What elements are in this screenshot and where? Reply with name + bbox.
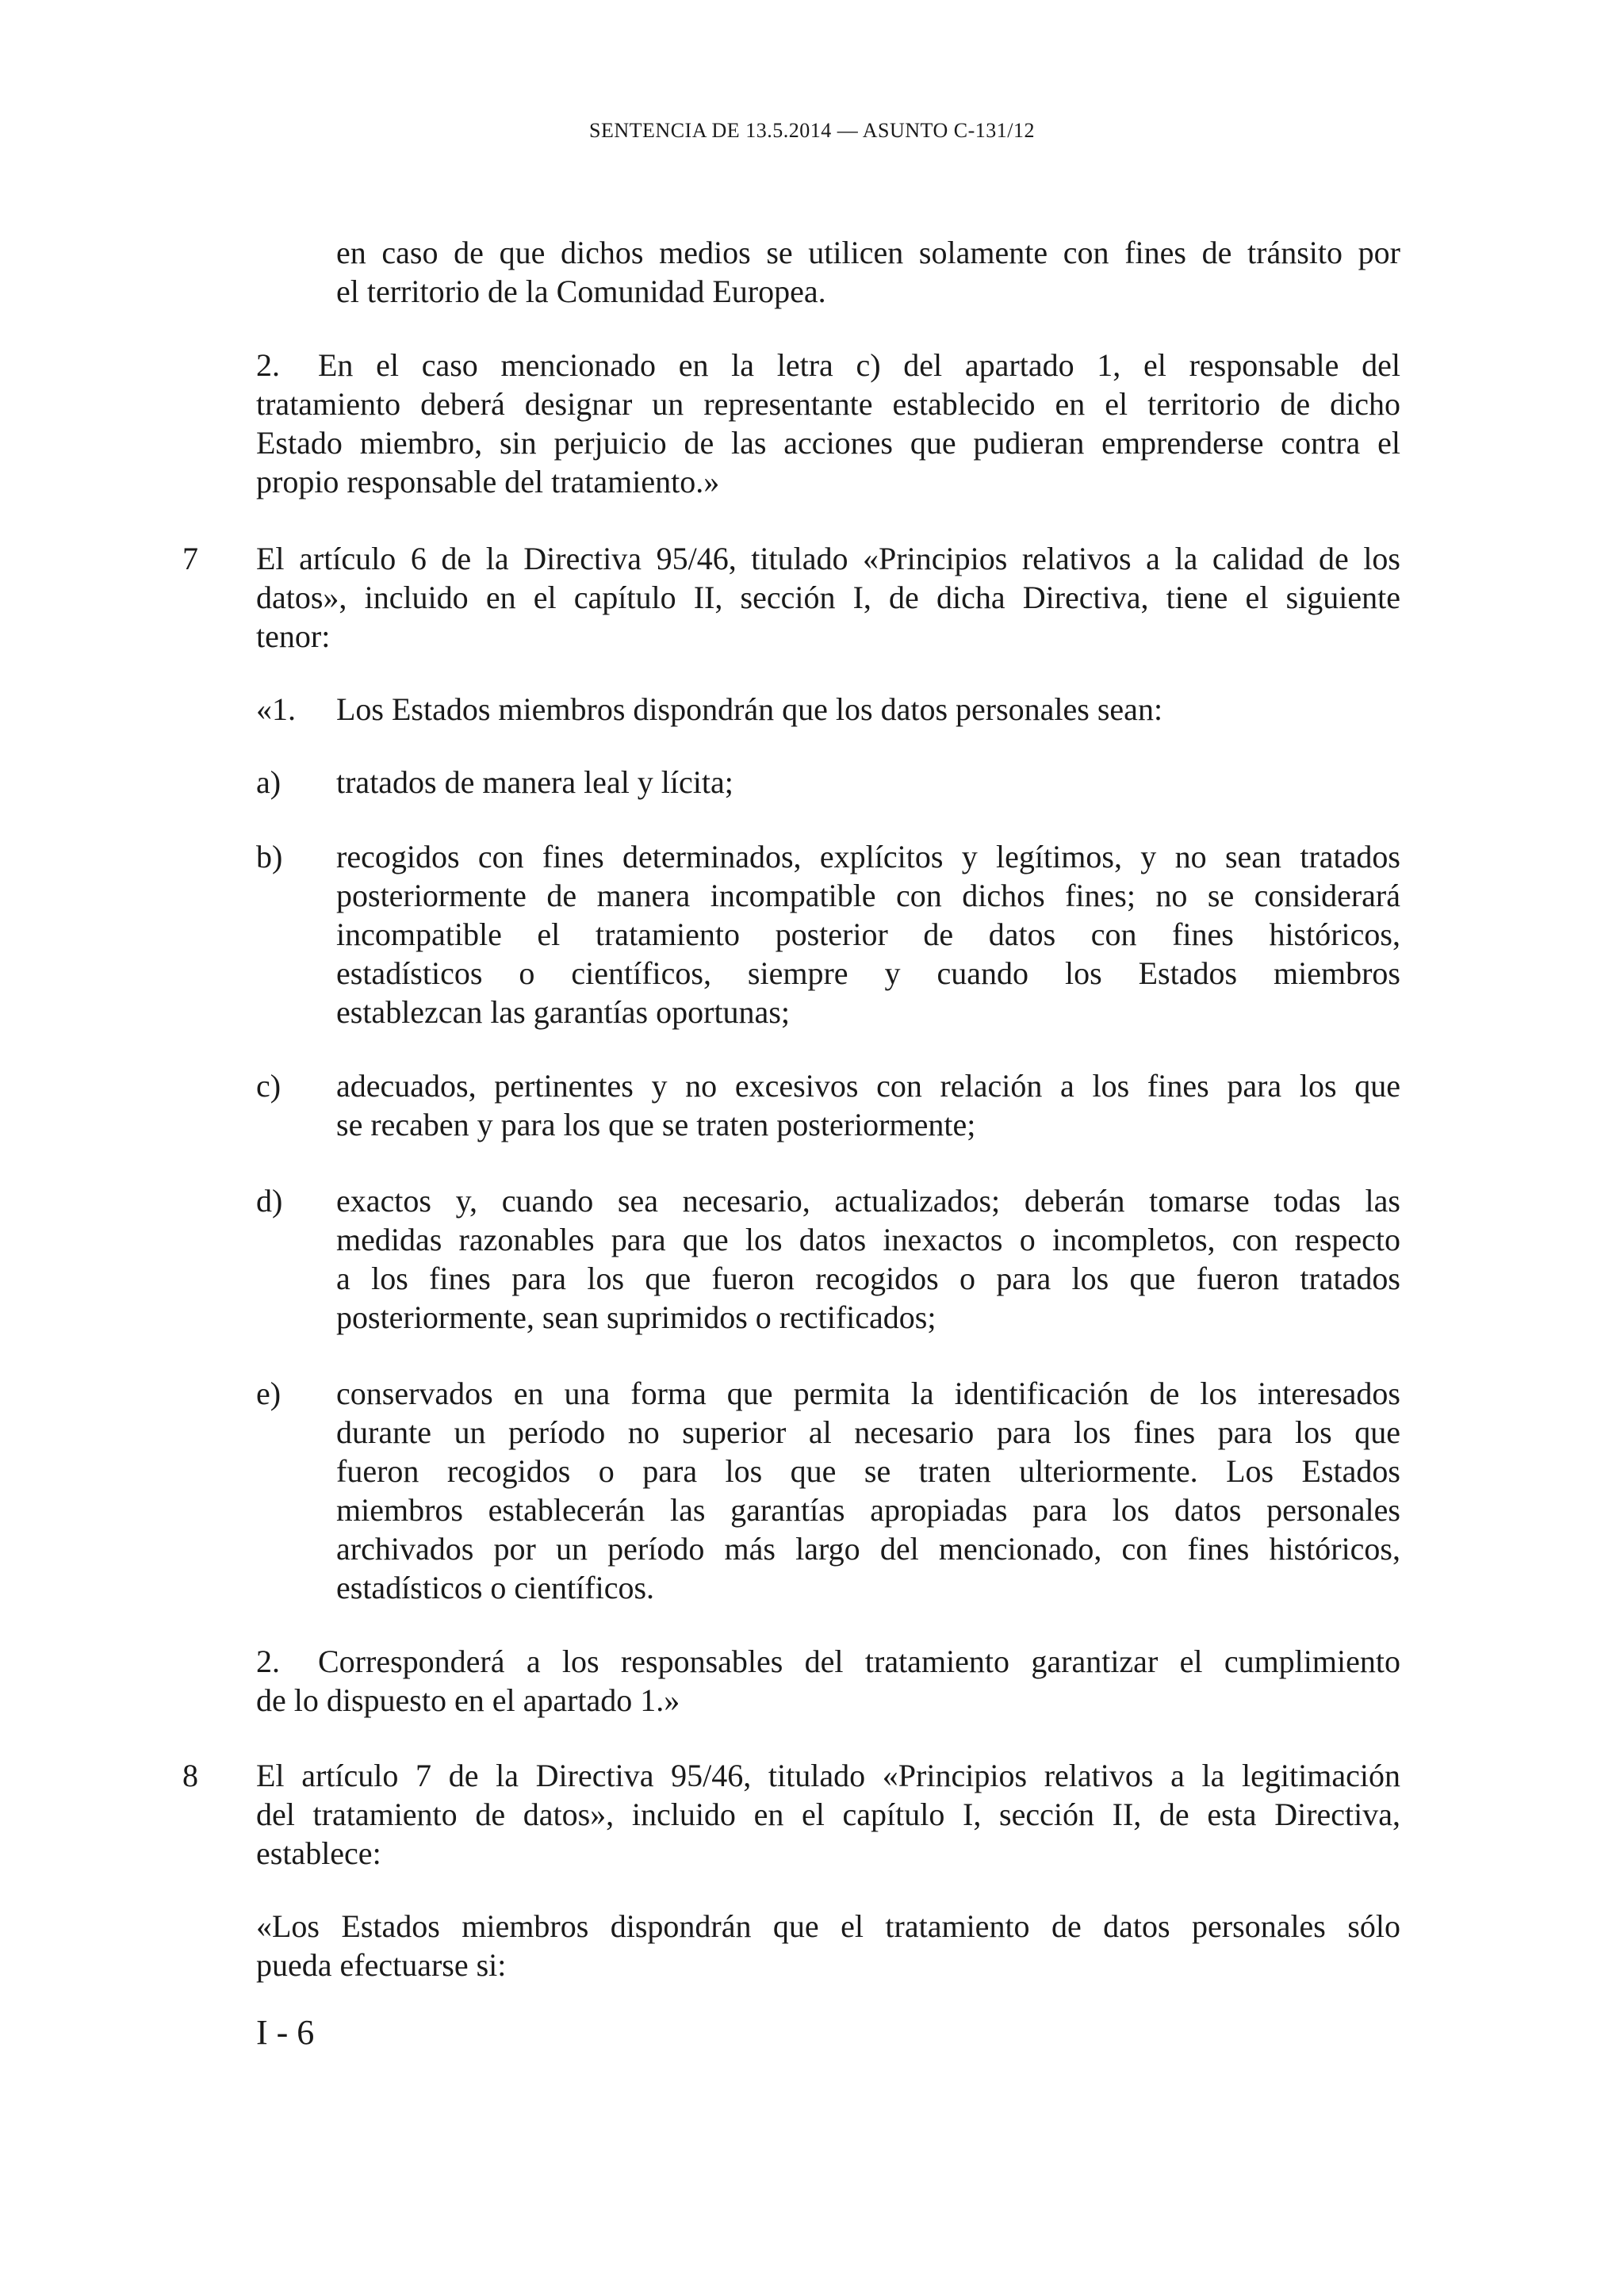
text-line: durante un período no superior al necesario para los fines para los que: [336, 1414, 1400, 1450]
text-line: establece:: [256, 1835, 381, 1871]
list-item-c: [336, 1066, 1400, 1144]
text-line: Los Estados miembros dispondrán que los datos personales sean:: [336, 691, 1163, 727]
text-line: medidas razonables para que los datos inexactos o incompletos, con respecto: [336, 1222, 1400, 1257]
item-label: a): [256, 764, 282, 800]
text-line: conservados en una forma que permita la identificación de los interesados: [336, 1376, 1400, 1411]
item-label: c): [256, 1068, 282, 1104]
text-line: posteriormente de manera incompatible con dichos fines; no se considerará: [336, 878, 1400, 913]
text-line: El artículo 6 de la Directiva 95/46, titulado «Principios relativos a la calidad de los: [256, 541, 1400, 576]
text-line: propio responsable del tratamiento.»: [256, 464, 720, 499]
list-item-d: [336, 1181, 1400, 1337]
subparagraph-label: 2.: [256, 347, 280, 383]
text-line: posteriormente, sean suprimidos o rectificados;: [336, 1299, 936, 1335]
text-line: tenor:: [256, 618, 331, 654]
text-line: pueda efectuarse si:: [256, 1947, 507, 1983]
quote-item-1: [336, 690, 1400, 729]
paragraph-7: [256, 539, 1400, 656]
item-label: e): [256, 1376, 282, 1411]
text-line: Estado miembro, sin perjuicio de las acciones que pudieran emprenderse contra el: [256, 425, 1400, 461]
text-line: estadísticos o científicos.: [336, 1570, 655, 1605]
paragraph-number: 7: [182, 541, 198, 576]
text-line: datos», incluido en el capítulo II, sección I, de dicha Directiva, tiene el siguiente: [256, 580, 1400, 615]
text-line: a los fines para los que fueron recogidos o para los que fueron tratados: [336, 1261, 1400, 1296]
subparagraph-2-obligations: [256, 1642, 1400, 1720]
paragraph-number: 8: [182, 1758, 198, 1793]
text-line: miembros establecerán las garantías apropiadas para los datos personales: [336, 1492, 1400, 1528]
text-line: El artículo 7 de la Directiva 95/46, titulado «Principios relativos a la legitimación: [256, 1758, 1400, 1793]
text-line: exactos y, cuando sea necesario, actualizados; deberán tomarse todas las: [336, 1183, 1400, 1219]
list-item-e: [336, 1374, 1400, 1607]
text-line: 2. En el caso mencionado en la letra c) del apartado 1, el responsable del: [256, 347, 1400, 383]
text-line: se recaben y para los que se traten posteriormente;: [336, 1107, 976, 1142]
text-line: de lo dispuesto en el apartado 1.»: [256, 1682, 680, 1718]
text-line: archivados por un período más largo del mencionado, con fines históricos,: [336, 1531, 1400, 1567]
text-line: estadísticos o científicos, siempre y cuando los Estados miembros: [336, 955, 1400, 991]
paragraph-8: [256, 1756, 1400, 1873]
text-line: tratamiento deberá designar un representante establecido en el territorio de dicho: [256, 386, 1400, 422]
page-number: I - 6: [256, 2013, 315, 2052]
text-line: establezcan las garantías oportunas;: [336, 994, 790, 1030]
text-line: tratados de manera leal y lícita;: [336, 764, 733, 800]
item-label: b): [256, 839, 283, 874]
text-line: del tratamiento de datos», incluido en el capítulo I, sección II, de esta Directiva,: [256, 1797, 1400, 1832]
quote-article-7: [256, 1907, 1400, 1984]
subparagraph-label: 2.: [256, 1644, 280, 1679]
continuation-text: [336, 233, 1400, 311]
text-line: el territorio de la Comunidad Europea.: [336, 274, 826, 309]
list-item-b: [336, 837, 1400, 1031]
text-line: 2. Corresponderá a los responsables del tratamiento garantizar el cumplimiento: [256, 1644, 1400, 1679]
text-line: recogidos con fines determinados, explícitos y legítimos, y no sean tratados: [336, 839, 1400, 874]
text-line: «Los Estados miembros dispondrán que el tratamiento de datos personales sólo: [256, 1908, 1400, 1944]
text-line: en caso de que dichos medios se utilicen solamente con fines de tránsito por: [336, 235, 1400, 270]
item-label: d): [256, 1183, 283, 1219]
item-label: «1.: [256, 691, 296, 727]
list-item-a: [336, 763, 1400, 802]
text-line: fueron recogidos o para los que se traten ulteriormente. Los Estados: [336, 1453, 1400, 1489]
subparagraph-2: [256, 346, 1400, 501]
text-line: adecuados, pertinentes y no excesivos con relación a los fines para los que: [336, 1068, 1400, 1104]
running-header: SENTENCIA DE 13.5.2014 — ASUNTO C-131/12: [589, 119, 1035, 142]
text-line: incompatible el tratamiento posterior de datos con fines históricos,: [336, 916, 1400, 952]
